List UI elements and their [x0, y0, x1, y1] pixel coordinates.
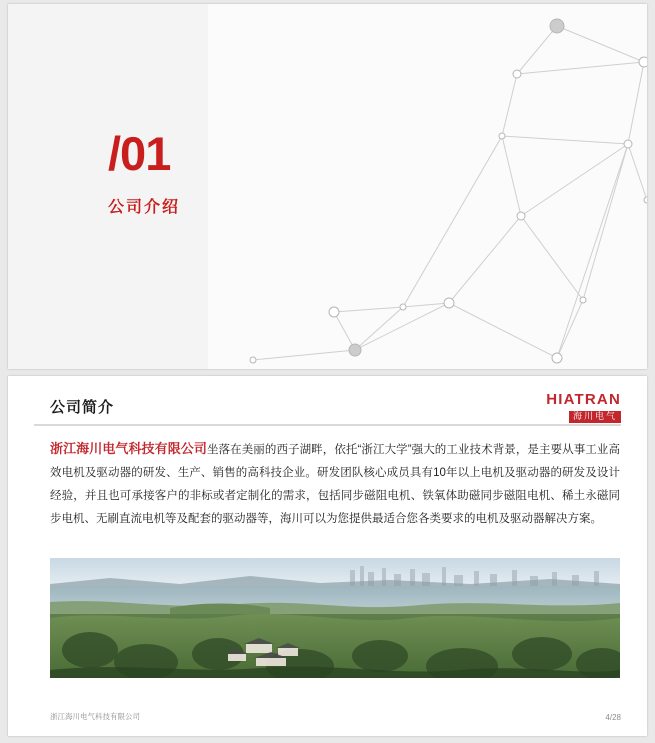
page-title: 公司简介 — [50, 399, 115, 416]
logo-brand-text: HIATRAN — [546, 391, 621, 408]
network-decoration-icon — [208, 4, 647, 369]
slide-company-intro — [8, 376, 647, 736]
logo-sub-text: 海川电气 — [569, 411, 621, 423]
section-title: 公司介绍 — [108, 199, 181, 216]
intro-text: 坐落在美丽的西子湖畔，依托“浙江大学”强大的工业技术背景，是主要从事工业高效电机及驱动器的研发、生产、销售的高科技企业。研发团队核心成员具有10年以上电机及驱动器的研发及设计经验，并且也可承接客户的非标或者定制化的需求，包括同步磁阻电机、铁氧体助磁同步磁阻电机、稀土永磁同步电机、无刷直流电机等及配套的驱动器等，海川可以为您提供最适合您各类要求的电机及驱动器解决方案。 — [50, 444, 620, 525]
page-number: 4/28 — [605, 713, 621, 722]
intro-paragraph — [50, 436, 620, 531]
footer-company: 浙江海川电气科技有限公司 — [50, 712, 140, 721]
company-name: 浙江海川电气科技有限公司 — [50, 441, 207, 456]
title-divider — [34, 424, 621, 426]
lake-landscape-image — [50, 558, 620, 678]
company-logo — [546, 392, 621, 423]
section-number: /01 — [108, 127, 171, 180]
slide-left-panel — [8, 4, 208, 369]
scenery-photo — [50, 558, 620, 678]
network-graphic-panel — [208, 4, 647, 369]
slide-section-divider — [8, 4, 647, 369]
